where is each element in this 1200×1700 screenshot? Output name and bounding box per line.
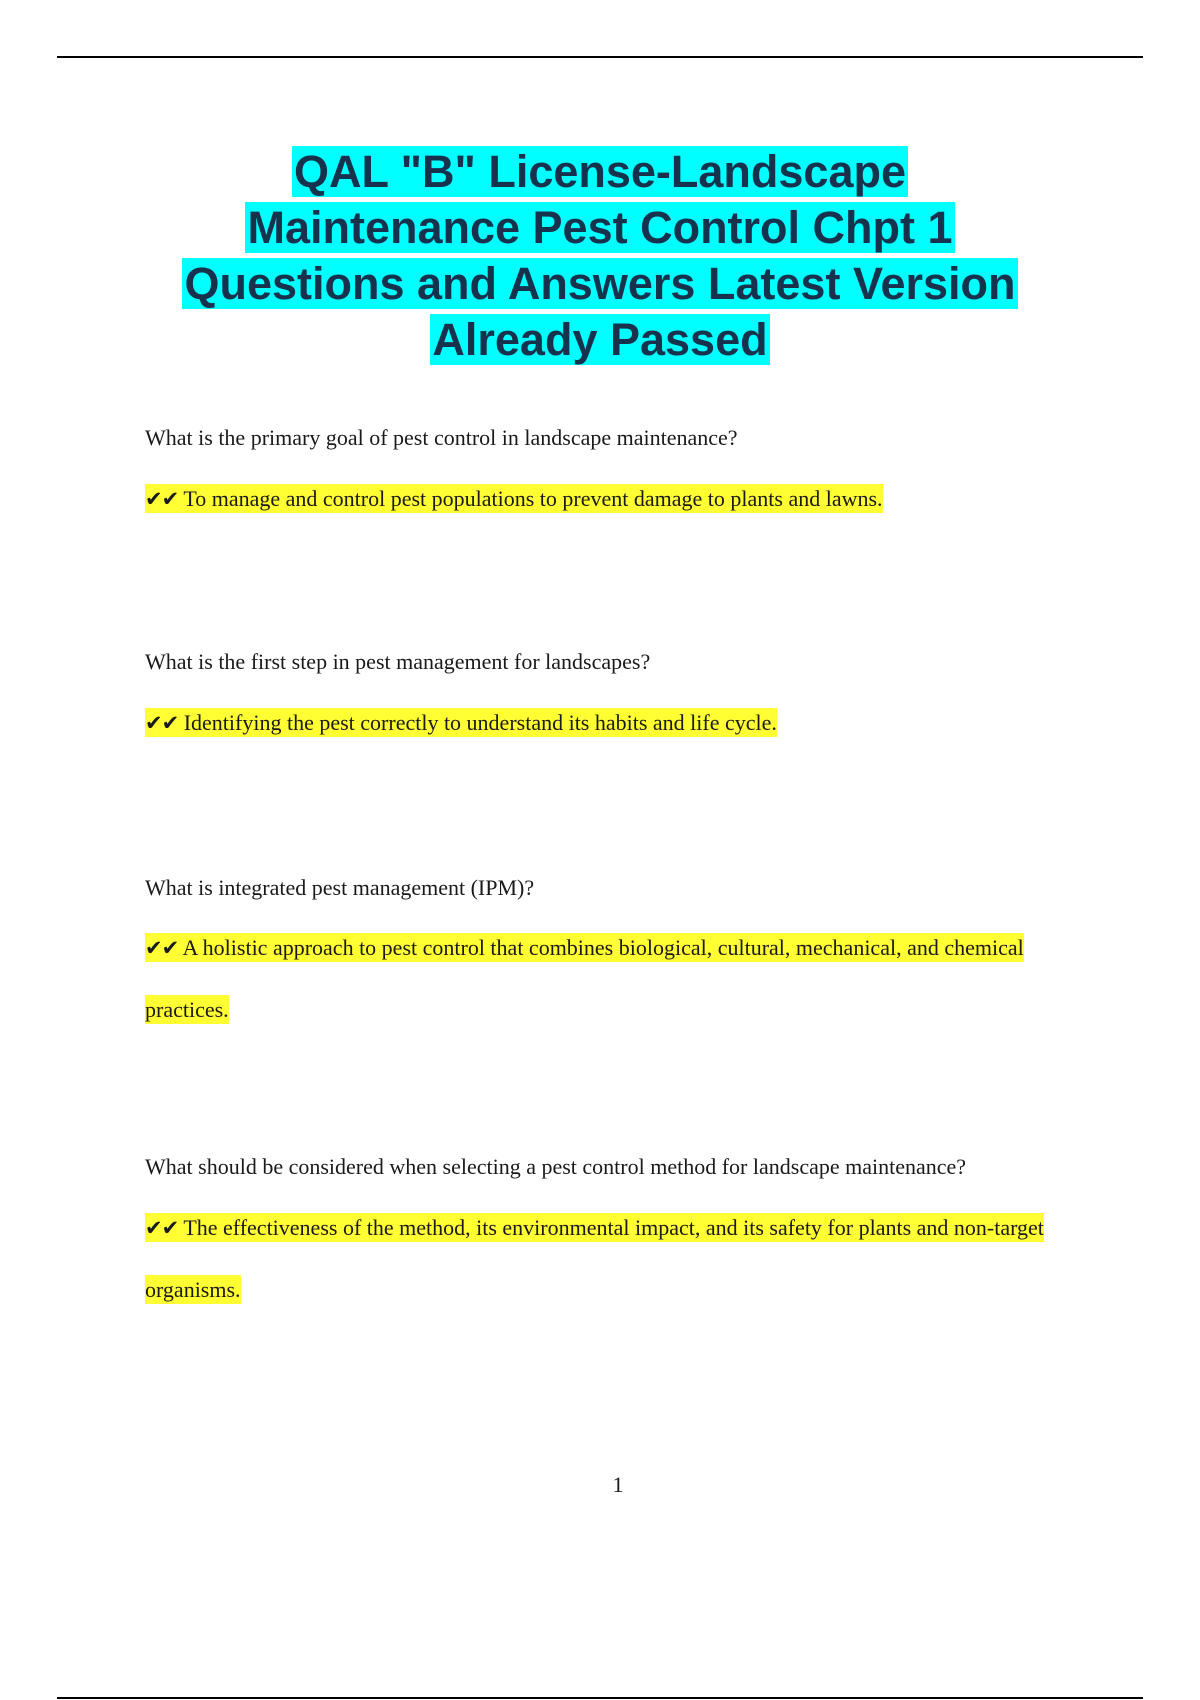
page-number: 1	[612, 1472, 624, 1497]
check-icon: ✔✔	[145, 1216, 179, 1240]
answer-block	[145, 1197, 1095, 1320]
answer-text: A holistic approach to pest control that combines biological, cultural, mechanical, and chemical practices.	[145, 935, 1024, 1022]
answer-text: Identifying the pest correctly to understand its habits and life cycle.	[183, 710, 777, 735]
question-text: What is the primary goal of pest control in landscape maintenance?	[145, 425, 738, 450]
title-line: Already Passed	[432, 314, 768, 365]
check-icon: ✔✔	[145, 936, 179, 960]
answer-block	[145, 917, 1085, 1040]
top-rule	[57, 56, 1143, 58]
question-text: What should be considered when selecting a pest control method for landscape maintenance?	[145, 1154, 967, 1179]
qa-item	[145, 648, 1085, 754]
answer-block	[145, 468, 1085, 530]
answer-text: To manage and control pest populations to prevent damage to plants and lawns.	[183, 486, 883, 511]
title-line: Questions and Answers Latest Version	[184, 258, 1016, 309]
title-line: Maintenance Pest Control Chpt 1	[247, 202, 953, 253]
answer-block	[145, 692, 1085, 754]
answer-text: The effectiveness of the method, its environmental impact, and its safety for plants and non-target organisms.	[145, 1215, 1044, 1302]
check-icon: ✔✔	[145, 711, 179, 735]
check-icon: ✔✔	[145, 487, 179, 511]
bottom-rule	[57, 1697, 1143, 1699]
question-text: What is the first step in pest management for landscapes?	[145, 649, 651, 674]
document-title	[100, 144, 1100, 368]
title-line: QAL "B" License-Landscape	[293, 146, 906, 197]
question-text: What is integrated pest management (IPM)?	[145, 875, 535, 900]
qa-item	[145, 424, 1085, 530]
qa-item	[145, 1153, 1095, 1320]
qa-item	[145, 874, 1085, 1040]
